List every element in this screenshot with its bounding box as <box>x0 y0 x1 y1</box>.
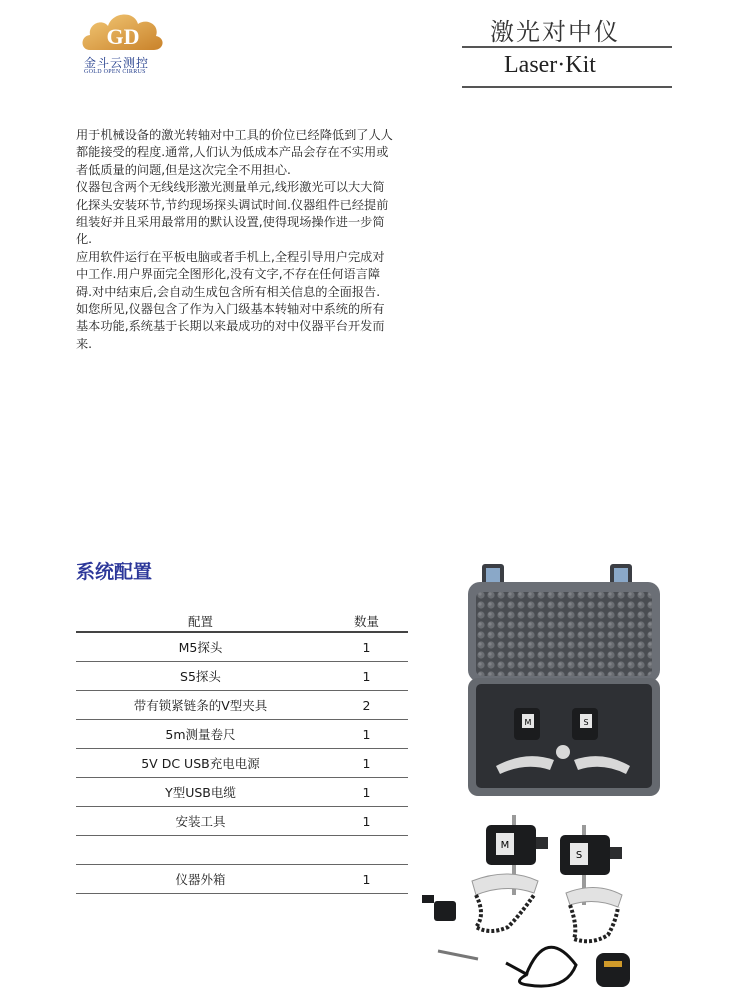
m-unit-label: M <box>524 718 532 727</box>
item-cell: 5m测量卷尺 <box>76 720 325 749</box>
config-table <box>76 610 408 894</box>
qty-cell: 1 <box>325 807 408 836</box>
table-row <box>76 720 408 749</box>
table-header-row <box>76 610 408 632</box>
qty-cell: 1 <box>325 720 408 749</box>
description-paragraph: 如您所见,仪器包含了作为入门级基本转轴对中系统的所有基本功能,系统基于长期以来最成功的对中仪器平台开发而来. <box>76 302 385 351</box>
title-divider-top <box>462 46 672 48</box>
item-cell: M5探头 <box>76 632 325 662</box>
product-description <box>76 127 394 353</box>
item-cell: 带有锁紧链条的V型夹具 <box>76 691 325 720</box>
title-divider-bottom <box>462 86 672 88</box>
description-paragraph: 应用软件运行在平板电脑或者手机上,全程引导用户完成对中工作.用户界面完全图形化,没有文字,不存在任何语言障碍.对中结束后,会自动生成包含所有相关信息的全面报告. <box>76 249 385 299</box>
qty-cell: 1 <box>325 865 408 894</box>
item-cell: 安装工具 <box>76 807 325 836</box>
brand-name-cn: 金斗云测控 <box>84 56 150 70</box>
kit-s-label: S <box>575 850 583 861</box>
table-row <box>76 836 408 865</box>
item-cell: 仪器外箱 <box>76 865 325 894</box>
table-row <box>76 691 408 720</box>
description-paragraph: 仪器包含两个无线线形激光测量单元,线形激光可以大大简化探头安装环节,节约现场探头调试时间.仪器组件已经提前组装好并且采用最常用的默认设置,使得现场操作进一步简化. <box>76 180 389 247</box>
s-unit-label: S <box>583 718 589 727</box>
table-row <box>76 749 408 778</box>
carrying-case-image <box>466 560 662 798</box>
item-cell: S5探头 <box>76 662 325 691</box>
brand-name-en: GOLD OPEN CIRRUS <box>84 69 146 75</box>
qty-cell: 1 <box>325 778 408 807</box>
item-cell: Y型USB电缆 <box>76 778 325 807</box>
header-item: 配置 <box>76 610 325 632</box>
table-row <box>76 865 408 894</box>
page-title-en: Laser·Kit <box>504 52 596 78</box>
table-row <box>76 807 408 836</box>
qty-cell: 1 <box>325 662 408 691</box>
qty-cell: 2 <box>325 691 408 720</box>
table-row <box>76 632 408 662</box>
description-paragraph: 用于机械设备的激光转轴对中工具的价位已经降低到了人人都能接受的程度.通常,人们认为低成本产品会存在不实用或者低质量的问题,但是这次完全不用担心. <box>76 128 393 177</box>
kit-contents-image <box>416 815 648 995</box>
table-row <box>76 778 408 807</box>
logo-letters: GD <box>106 24 140 49</box>
section-title: 系统配置 <box>76 561 153 583</box>
qty-cell: 1 <box>325 632 408 662</box>
page-title-cn: 激光对中仪 <box>490 18 620 46</box>
header-qty: 数量 <box>325 610 408 632</box>
item-cell: 5V DC USB充电电源 <box>76 749 325 778</box>
table-row <box>76 662 408 691</box>
item-cell <box>76 836 325 865</box>
qty-cell <box>325 836 408 865</box>
qty-cell: 1 <box>325 749 408 778</box>
kit-m-label: M <box>500 840 510 851</box>
